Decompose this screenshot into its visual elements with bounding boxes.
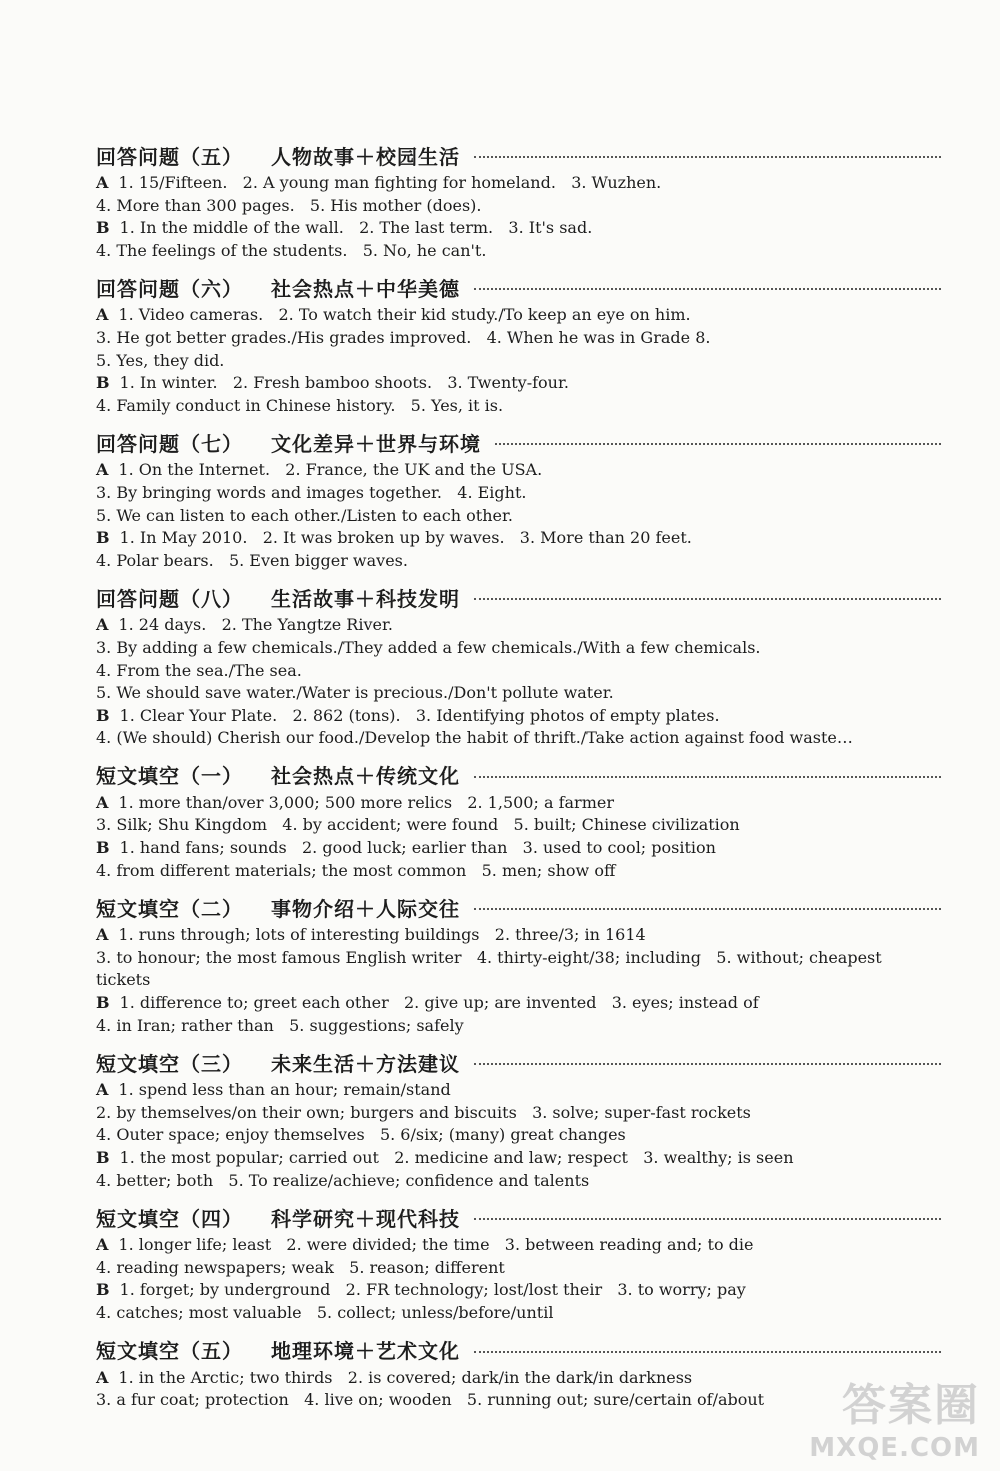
section-title: 回答问题（七） bbox=[96, 431, 243, 456]
answer-text: 1. Video cameras. 2. To watch their kid study./To keep an eye on him. bbox=[118, 305, 691, 325]
section-heading bbox=[96, 582, 941, 612]
section-topic: 未来生活＋方法建议 bbox=[271, 1051, 460, 1076]
answer-text: 3. a fur coat; protection 4. live on; wooden 5. running out; sure/certain of/about bbox=[96, 1390, 765, 1410]
part-label: B bbox=[96, 373, 110, 393]
dotted-leader bbox=[474, 1063, 941, 1065]
answer-text: 5. We should save water./Water is precious./Don't pollute water. bbox=[96, 683, 614, 703]
answer-section bbox=[96, 582, 941, 750]
answer-text: 4. Outer space; enjoy themselves 5. 6/six; (many) great changes bbox=[96, 1125, 626, 1145]
watermark-url: MXQE.COM bbox=[809, 1433, 980, 1463]
answer-line bbox=[96, 705, 941, 728]
answer-line bbox=[96, 482, 941, 505]
answer-text: 4. The feelings of the students. 5. No, he can't. bbox=[96, 240, 487, 260]
answer-text: 4. better; both 5. To realize/achieve; confidence and talents bbox=[96, 1170, 590, 1190]
answer-text: 1. In winter. 2. Fresh bamboo shoots. 3. Twenty-four. bbox=[119, 373, 569, 393]
answer-line bbox=[96, 1147, 941, 1170]
answer-text: 4. From the sea./The sea. bbox=[96, 660, 302, 680]
answer-line bbox=[96, 172, 941, 195]
answer-text: 3. He got better grades./His grades improved. 4. When he was in Grade 8. bbox=[96, 327, 711, 347]
section-topic: 地理环境＋艺术文化 bbox=[271, 1339, 460, 1364]
answer-section bbox=[96, 892, 941, 1037]
answer-text: 1. On the Internet. 2. France, the UK and the USA. bbox=[118, 460, 543, 480]
answer-line bbox=[96, 327, 941, 350]
answer-text: 1. longer life; least 2. were divided; the time 3. between reading and; to die bbox=[118, 1235, 754, 1255]
answer-line bbox=[96, 395, 941, 418]
answer-line bbox=[96, 217, 941, 240]
answer-line bbox=[96, 947, 941, 992]
answer-line bbox=[96, 814, 941, 837]
watermark bbox=[809, 1369, 980, 1463]
section-title: 短文填空（四） bbox=[96, 1206, 243, 1231]
answer-line bbox=[96, 837, 941, 860]
part-label: B bbox=[96, 705, 110, 725]
answer-line bbox=[96, 195, 941, 218]
answer-text: 1. In the middle of the wall. 2. The last term. 3. It's sad. bbox=[119, 218, 593, 238]
answer-text: 1. difference to; greet each other 2. give up; are invented 3. eyes; instead of bbox=[119, 993, 759, 1013]
dotted-leader bbox=[474, 156, 941, 158]
answer-section bbox=[96, 760, 941, 882]
section-title: 回答问题（六） bbox=[96, 276, 243, 301]
part-label: A bbox=[96, 792, 109, 812]
dotted-leader bbox=[474, 598, 941, 600]
part-label: B bbox=[96, 528, 110, 548]
answer-text: 3. Silk; Shu Kingdom 4. by accident; were found 5. built; Chinese civilization bbox=[96, 815, 740, 835]
section-topic: 社会热点＋传统文化 bbox=[271, 764, 460, 789]
answer-line bbox=[96, 660, 941, 683]
answer-text: 4. Family conduct in Chinese history. 5. Yes, it is. bbox=[96, 395, 504, 415]
dotted-leader bbox=[474, 908, 941, 910]
answer-line bbox=[96, 924, 941, 947]
answer-line bbox=[96, 240, 941, 263]
answer-text: 4. catches; most valuable 5. collect; unless/before/until bbox=[96, 1302, 554, 1322]
answer-line bbox=[96, 860, 941, 883]
answer-line bbox=[96, 992, 941, 1015]
part-label: B bbox=[96, 1148, 110, 1167]
section-title: 短文填空（二） bbox=[96, 896, 243, 921]
answer-line bbox=[96, 1234, 941, 1257]
answer-section bbox=[96, 1202, 941, 1324]
answer-text: 1. forget; by underground 2. FR technology; lost/lost their 3. to worry; pay bbox=[119, 1280, 746, 1300]
section-heading bbox=[96, 140, 941, 170]
answer-text: 1. spend less than an hour; remain/stand bbox=[118, 1080, 451, 1100]
part-label: B bbox=[96, 838, 110, 858]
answer-section bbox=[96, 140, 941, 262]
section-topic: 社会热点＋中华美德 bbox=[271, 276, 460, 301]
answer-line bbox=[96, 350, 941, 373]
answer-text: 4. reading newspapers; weak 5. reason; different bbox=[96, 1257, 505, 1277]
answer-line bbox=[96, 459, 941, 482]
answer-text: 1. in the Arctic; two thirds 2. is covered; dark/in the dark/in darkness bbox=[118, 1367, 693, 1387]
answer-text: 1. hand fans; sounds 2. good luck; earlier than 3. used to cool; position bbox=[119, 838, 716, 858]
part-label: A bbox=[96, 173, 109, 192]
watermark-logo: 答案圈 bbox=[842, 1380, 980, 1431]
answer-key-page bbox=[96, 140, 941, 1422]
answer-section bbox=[96, 1047, 941, 1192]
answer-text: 3. By bringing words and images together. 4. Eight. bbox=[96, 482, 527, 502]
section-title: 短文填空（三） bbox=[96, 1051, 243, 1076]
part-label: A bbox=[96, 1367, 109, 1387]
answer-line bbox=[96, 1279, 941, 1302]
dotted-leader bbox=[495, 443, 941, 445]
answer-text: 4. Polar bears. 5. Even bigger waves. bbox=[96, 550, 408, 570]
answer-line bbox=[96, 1102, 941, 1125]
answer-text: 3. to honour; the most famous English writer 4. thirty-eight/38; including 5. without; cheapest tickets bbox=[96, 947, 887, 990]
answer-line bbox=[96, 1302, 941, 1325]
part-label: A bbox=[96, 460, 109, 480]
part-label: A bbox=[96, 1080, 109, 1100]
section-heading bbox=[96, 892, 941, 922]
answer-line bbox=[96, 550, 941, 573]
section-heading bbox=[96, 272, 941, 302]
answer-text: 1. more than/over 3,000; 500 more relics 2. 1,500; a farmer bbox=[118, 792, 614, 812]
section-title: 回答问题（五） bbox=[96, 144, 243, 169]
answer-text: 1. Clear Your Plate. 2. 862 (tons). 3. Identifying photos of empty plates. bbox=[119, 705, 720, 725]
section-topic: 文化差异＋世界与环境 bbox=[271, 431, 481, 456]
section-topic: 事物介绍＋人际交往 bbox=[271, 896, 460, 921]
part-label: A bbox=[96, 305, 109, 325]
answer-text: 2. by themselves/on their own; burgers and biscuits 3. solve; super-fast rockets bbox=[96, 1102, 751, 1122]
answer-text: 1. In May 2010. 2. It was broken up by waves. 3. More than 20 feet. bbox=[119, 528, 692, 548]
section-topic: 科学研究＋现代科技 bbox=[271, 1206, 460, 1231]
answer-text: 5. Yes, they did. bbox=[96, 350, 225, 370]
section-heading bbox=[96, 1202, 941, 1232]
answer-section bbox=[96, 272, 941, 417]
answer-text: 1. the most popular; carried out 2. medicine and law; respect 3. wealthy; is seen bbox=[119, 1148, 794, 1167]
answer-text: 4. in Iran; rather than 5. suggestions; safely bbox=[96, 1015, 464, 1035]
dotted-leader bbox=[474, 1218, 941, 1220]
answer-line bbox=[96, 304, 941, 327]
section-topic: 生活故事＋科技发明 bbox=[271, 586, 460, 611]
answer-line bbox=[96, 727, 941, 750]
answer-line bbox=[96, 614, 941, 637]
section-topic: 人物故事＋校园生活 bbox=[271, 144, 460, 169]
part-label: B bbox=[96, 993, 110, 1013]
answer-section bbox=[96, 427, 941, 572]
answer-text: 1. 15/Fifteen. 2. A young man fighting for homeland. 3. Wuzhen. bbox=[118, 173, 662, 192]
answer-line bbox=[96, 505, 941, 528]
answer-text: 1. 24 days. 2. The Yangtze River. bbox=[118, 615, 393, 635]
answer-text: 4. (We should) Cherish our food./Develop the habit of thrift./Take action against food waste… bbox=[96, 728, 853, 748]
answer-line bbox=[96, 527, 941, 550]
part-label: A bbox=[96, 925, 109, 945]
answer-line bbox=[96, 1257, 941, 1280]
answer-line bbox=[96, 372, 941, 395]
part-label: B bbox=[96, 1280, 110, 1300]
section-heading bbox=[96, 427, 941, 457]
answer-text: 4. from different materials; the most common 5. men; show off bbox=[96, 860, 616, 880]
section-title: 回答问题（八） bbox=[96, 586, 243, 611]
answer-line bbox=[96, 792, 941, 815]
section-heading bbox=[96, 1047, 941, 1077]
part-label: A bbox=[96, 1235, 109, 1255]
dotted-leader bbox=[474, 776, 941, 778]
answer-line bbox=[96, 682, 941, 705]
dotted-leader bbox=[474, 1351, 941, 1353]
part-label: A bbox=[96, 615, 109, 635]
dotted-leader bbox=[474, 288, 941, 290]
part-label: B bbox=[96, 218, 110, 238]
section-heading bbox=[96, 1335, 941, 1365]
answer-line bbox=[96, 1170, 941, 1193]
section-title: 短文填空（一） bbox=[96, 764, 243, 789]
answer-text: 1. runs through; lots of interesting buildings 2. three/3; in 1614 bbox=[118, 925, 646, 945]
section-heading bbox=[96, 760, 941, 790]
answer-text: 4. More than 300 pages. 5. His mother (does). bbox=[96, 195, 482, 215]
answer-line bbox=[96, 1124, 941, 1147]
answer-line bbox=[96, 1015, 941, 1038]
answer-text: 3. By adding a few chemicals./They added a few chemicals./With a few chemicals. bbox=[96, 637, 761, 657]
section-title: 短文填空（五） bbox=[96, 1339, 243, 1364]
answer-line bbox=[96, 1079, 941, 1102]
answer-text: 5. We can listen to each other./Listen to each other. bbox=[96, 505, 513, 525]
answer-line bbox=[96, 637, 941, 660]
